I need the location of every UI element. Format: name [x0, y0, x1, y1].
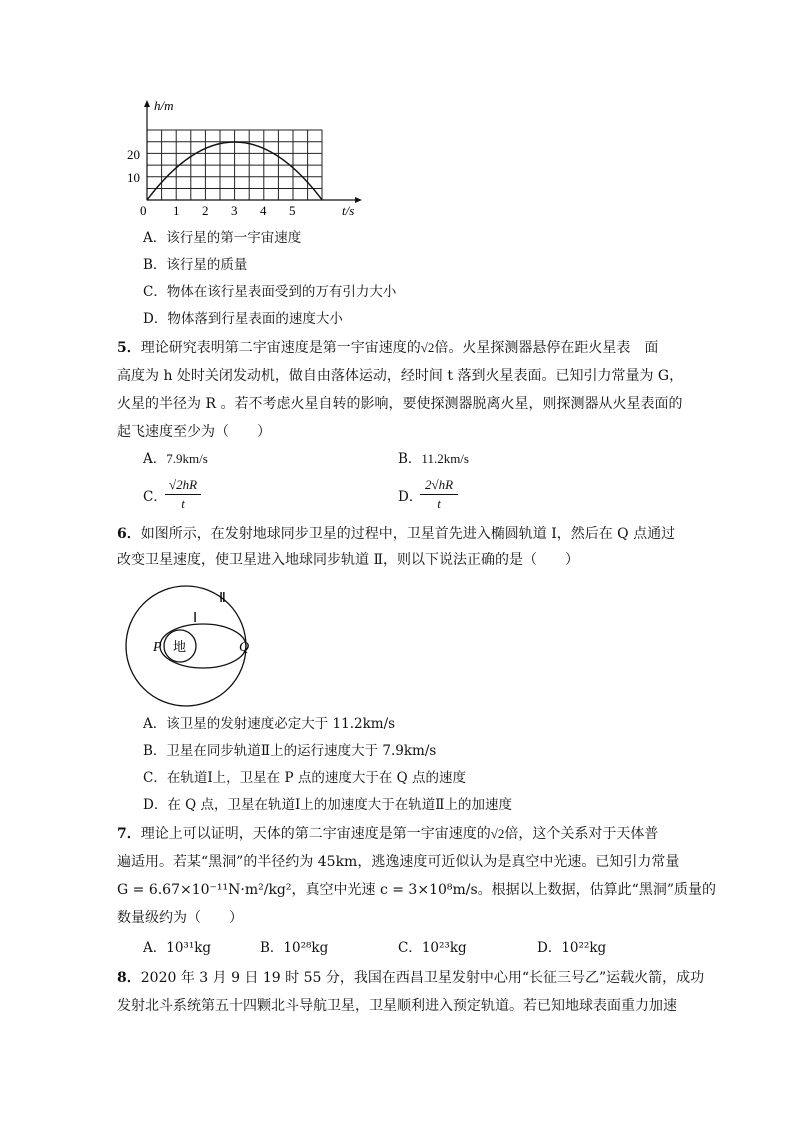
q6-option-d: D．在 Q 点，卫星在轨道Ⅰ上的加速度大于在轨道Ⅱ上的加速度 — [143, 797, 512, 813]
q7-text-1a: 理论上可以证明，天体的第二宇宙速度是第一宇宙速度的 — [140, 826, 491, 842]
height-time-graph — [120, 92, 370, 222]
q5-line-4: 起飞速度至少为（ ） — [117, 424, 271, 440]
y-tick-10: 10 — [127, 170, 140, 185]
q5-option-a — [143, 449, 208, 469]
q5-option-a-value: 7.9km/s — [166, 451, 208, 466]
q6-option-a: A．该卫星的发射速度必定大于 11.2km/s — [143, 716, 396, 732]
q5-option-d-denominator: t — [437, 496, 441, 511]
q5-option-b — [398, 449, 469, 469]
y-axis-arrow — [144, 100, 150, 107]
q5-option-c-numerator: √2hR — [168, 477, 198, 492]
q7-line-3: G = 6.67×10⁻¹¹N·m²/kg²，真空中光速 c = 3×10⁸m/s。根据以上数据，估算此“黑洞”质量的 — [117, 882, 716, 898]
q5-number: 5． — [117, 340, 141, 356]
y-axis-label: h/m — [154, 98, 174, 113]
q7-option-a: A．10³¹kg — [143, 940, 212, 956]
x-tick-1: 1 — [173, 203, 180, 218]
q8-number: 8． — [117, 970, 141, 986]
q5-text-1a: 理论研究表明第二宇宙速度是第一宇宙速度的 — [140, 340, 421, 356]
x-axis-label: t/s — [342, 203, 355, 218]
q5-text-1b: 倍。火星探测器悬停在距火星表 面 — [434, 340, 659, 356]
q7-text-1b: 倍，这个关系对于天体普 — [504, 826, 659, 842]
q5-option-a-letter: A． — [143, 451, 167, 467]
q7-line-2: 遍适用。若某“黑洞”的半径约为 45km，逃逸速度可近似认为是真空中光速。已知引力常量 — [117, 854, 680, 870]
q5-option-c-letter: C． — [143, 489, 167, 505]
x-axis-arrow — [355, 197, 362, 203]
earth-label: 地 — [173, 640, 187, 655]
x-tick-2: 2 — [202, 203, 209, 218]
origin-label: 0 — [140, 203, 147, 218]
graph-grid — [147, 130, 322, 200]
q5-option-d-letter: D． — [398, 489, 423, 505]
x-tick-4: 4 — [260, 203, 267, 218]
q5-option-d-fraction — [418, 477, 460, 511]
orbit-ii-label: Ⅱ — [219, 591, 226, 606]
q5-line-2: 高度为 h 处时关闭发动机，做自由落体运动，经时间 t 落到火星表面。已知引力常量为 G， — [117, 368, 684, 384]
q5-option-c-fraction-bar — [165, 494, 201, 495]
q5-option-b-letter: B． — [398, 451, 422, 467]
q6-text-1: 如图所示，在发射地球同步卫星的过程中，卫星首先进入椭圆轨道 Ⅰ，然后在 Q 点通过 — [140, 526, 676, 542]
x-tick-3: 3 — [231, 203, 238, 218]
q5-option-c-fraction — [163, 477, 203, 511]
q7-sqrt2: √2 — [490, 826, 505, 841]
q6-option-c: C．在轨道Ⅰ上，卫星在 P 点的速度大于在 Q 点的速度 — [143, 770, 466, 786]
q8-line-2: 发射北斗系统第五十四颗北斗导航卫星，卫星顺利进入预定轨道。若已知地球表面重力加速 — [117, 998, 677, 1014]
point-p-label: P — [153, 640, 162, 655]
q7-option-d: D．10²²kg — [537, 940, 607, 956]
q6-line-1 — [117, 524, 675, 544]
y-tick-20: 20 — [127, 147, 140, 162]
q5-sqrt2: √2 — [420, 340, 435, 355]
q8-line-1 — [117, 968, 704, 988]
q4-option-d: D．物体落到行星表面的速度大小 — [143, 311, 343, 327]
orbit-i-label: Ⅰ — [193, 611, 198, 626]
q5-line-1 — [117, 338, 658, 358]
q5-option-d-fraction-bar — [420, 494, 458, 495]
q5-option-c-denominator: t — [181, 496, 185, 511]
q5-option-b-value: 11.2km/s — [421, 451, 469, 466]
q5-option-d-numerator: 2√hR — [424, 477, 454, 492]
q4-option-c: C．物体在该行星表面受到的万有引力大小 — [143, 284, 397, 300]
q5-line-3: 火星的半径为 R 。若不考虑火星自转的影响，要使探测器脱离火星，则探测器从火星表面的 — [117, 396, 683, 412]
orbit-diagram — [118, 585, 268, 715]
point-q-label: Q — [239, 640, 250, 655]
q6-line-2: 改变卫星速度，使卫星进入地球同步轨道 Ⅱ，则以下说法正确的是（ ） — [117, 552, 579, 568]
q4-option-b: B．该行星的质量 — [143, 257, 248, 273]
q7-line-4: 数量级约为（ ） — [117, 910, 243, 926]
q7-option-b: B．10²⁸kg — [260, 940, 329, 956]
q7-line-1 — [117, 824, 658, 844]
q7-number: 7． — [117, 826, 141, 842]
q6-number: 6． — [117, 526, 141, 542]
q7-option-c: C．10²³kg — [398, 940, 467, 956]
x-tick-5: 5 — [289, 203, 296, 218]
q8-text-1: 2020 年 3 月 9 日 19 时 55 分，我国在西昌卫星发射中心用“长征三号乙”运载火箭，成功 — [140, 970, 705, 986]
q6-option-b: B．卫星在同步轨道Ⅱ上的运行速度大于 7.9km/s — [143, 743, 437, 759]
q4-option-a: A．该行星的第一宇宙速度 — [143, 230, 302, 246]
